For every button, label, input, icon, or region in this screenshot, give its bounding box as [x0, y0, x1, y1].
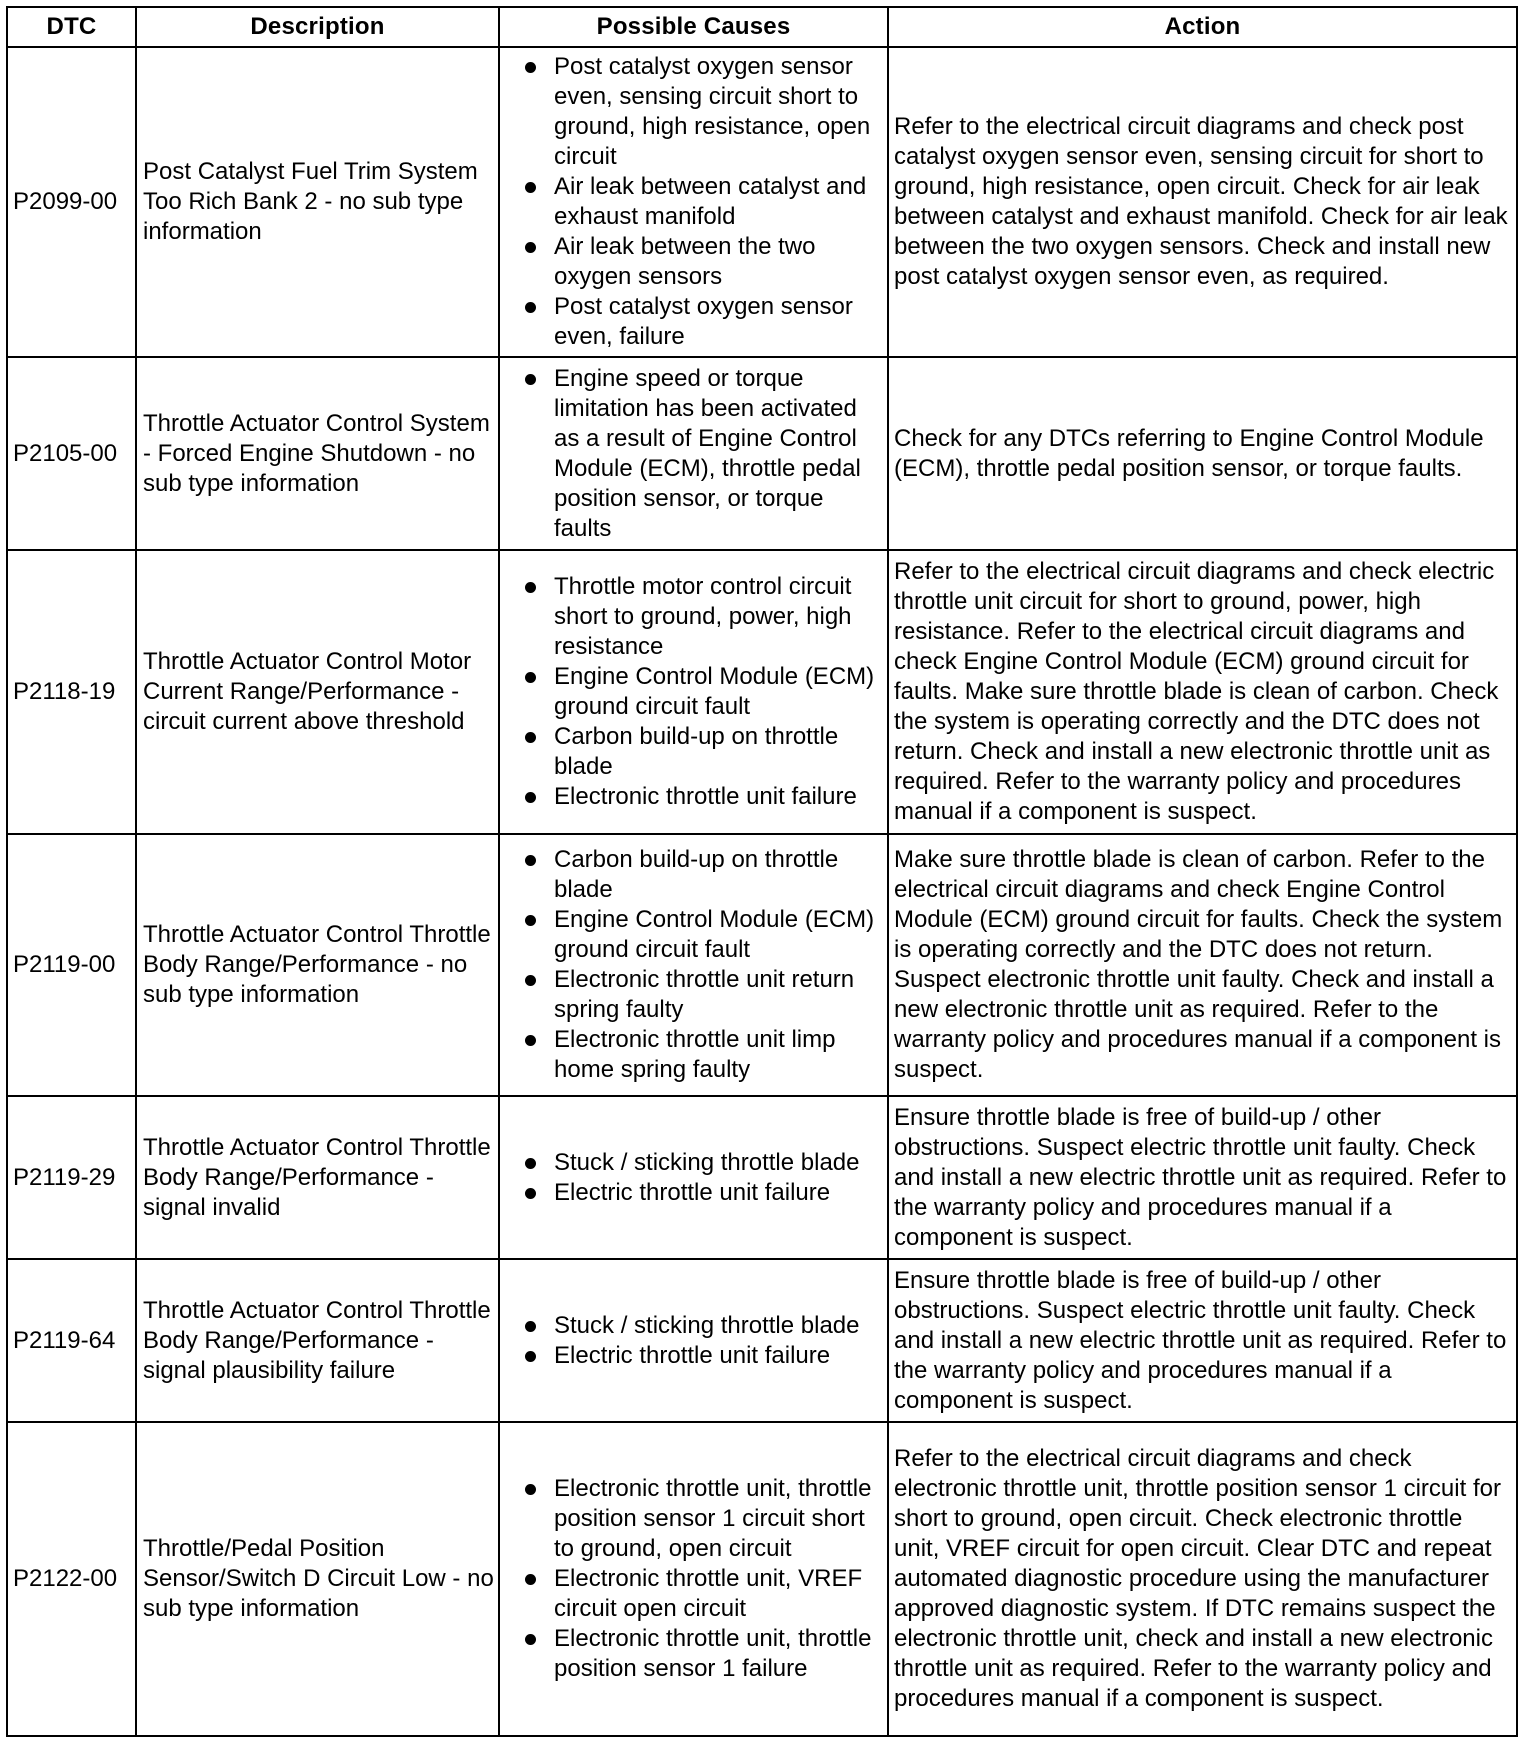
cause-item: Electric throttle unit failure [500, 1341, 883, 1371]
causes-list [500, 1474, 883, 1684]
cause-item: Post catalyst oxygen sensor even, sensing circuit short to ground, high resistance, open circuit [500, 52, 883, 172]
dtc-code: P2122-00 [7, 1422, 136, 1736]
header-action: Action [888, 7, 1517, 47]
cause-item: Post catalyst oxygen sensor even, failure [500, 292, 883, 352]
cause-item: Throttle motor control circuit short to ground, power, high resistance [500, 572, 883, 662]
dtc-action: Refer to the electrical circuit diagrams and check electric throttle unit circuit for short to ground, power, high resistance. Refer to the electrical circuit diagrams and check Engine Control Module (ECM) ground circuit for faults. Make sure throttle blade is clean of carbon. Check the system is operating correctly and the DTC does not return. Check and install a new electronic throttle unit as required. Refer to the warranty policy and procedures manual if a component is suspect. [888, 550, 1517, 834]
causes-list [500, 572, 883, 812]
dtc-code: P2119-00 [7, 834, 136, 1096]
dtc-action: Check for any DTCs referring to Engine Control Module (ECM), throttle pedal position sensor, or torque faults. [888, 357, 1517, 550]
dtc-description: Throttle/Pedal Position Sensor/Switch D Circuit Low - no sub type information [136, 1422, 499, 1736]
causes-list [500, 845, 883, 1085]
dtc-description: Throttle Actuator Control Motor Current Range/Performance - circuit current above threshold [136, 550, 499, 834]
dtc-action: Ensure throttle blade is free of build-up / other obstructions. Suspect electric throttle unit faulty. Check and install a new electric throttle unit as required. Refer to the warranty policy and procedures manual if a component is suspect. [888, 1259, 1517, 1422]
header-description: Description [136, 7, 499, 47]
dtc-description: Post Catalyst Fuel Trim System Too Rich Bank 2 - no sub type information [136, 47, 499, 357]
table-row [7, 834, 1517, 1096]
header-row [7, 7, 1517, 47]
cause-item: Electronic throttle unit return spring faulty [500, 965, 883, 1025]
possible-causes [499, 1422, 888, 1736]
causes-list [500, 364, 883, 544]
dtc-table-container [6, 6, 1516, 1737]
cause-item: Electric throttle unit failure [500, 1178, 883, 1208]
cause-item: Electronic throttle unit failure [500, 782, 883, 812]
dtc-table [6, 6, 1518, 1737]
dtc-description: Throttle Actuator Control Throttle Body Range/Performance - signal invalid [136, 1096, 499, 1259]
cause-item: Stuck / sticking throttle blade [500, 1311, 883, 1341]
header-dtc: DTC [7, 7, 136, 47]
possible-causes [499, 1259, 888, 1422]
table-row [7, 1422, 1517, 1736]
cause-item: Engine Control Module (ECM) ground circuit fault [500, 905, 883, 965]
table-body [7, 47, 1517, 1736]
possible-causes [499, 47, 888, 357]
cause-item: Air leak between the two oxygen sensors [500, 232, 883, 292]
table-row [7, 1259, 1517, 1422]
table-row [7, 1096, 1517, 1259]
cause-item: Air leak between catalyst and exhaust manifold [500, 172, 883, 232]
cause-item: Carbon build-up on throttle blade [500, 845, 883, 905]
possible-causes [499, 1096, 888, 1259]
causes-list [500, 52, 883, 352]
table-row [7, 357, 1517, 550]
cause-item: Carbon build-up on throttle blade [500, 722, 883, 782]
causes-list [500, 1148, 883, 1208]
dtc-action: Refer to the electrical circuit diagrams and check post catalyst oxygen sensor even, sensing circuit for short to ground, high resistance, open circuit. Check for air leak between catalyst and exhaust manifold. Check for air leak between the two oxygen sensors. Check and install new post catalyst oxygen sensor even, as required. [888, 47, 1517, 357]
cause-item: Engine speed or torque limitation has been activated as a result of Engine Control Module (ECM), throttle pedal position sensor, or torque faults [500, 364, 883, 544]
cause-item: Electronic throttle unit, throttle position sensor 1 circuit short to ground, open circuit [500, 1474, 883, 1564]
header-possible-causes: Possible Causes [499, 7, 888, 47]
dtc-code: P2119-29 [7, 1096, 136, 1259]
dtc-description: Throttle Actuator Control Throttle Body Range/Performance - signal plausibility failure [136, 1259, 499, 1422]
cause-item: Engine Control Module (ECM) ground circuit fault [500, 662, 883, 722]
causes-list [500, 1311, 883, 1371]
table-row [7, 47, 1517, 357]
possible-causes [499, 550, 888, 834]
dtc-code: P2105-00 [7, 357, 136, 550]
cause-item: Electronic throttle unit limp home spring faulty [500, 1025, 883, 1085]
cause-item: Electronic throttle unit, throttle position sensor 1 failure [500, 1624, 883, 1684]
dtc-code: P2119-64 [7, 1259, 136, 1422]
dtc-code: P2099-00 [7, 47, 136, 357]
possible-causes [499, 834, 888, 1096]
possible-causes [499, 357, 888, 550]
dtc-description: Throttle Actuator Control Throttle Body Range/Performance - no sub type information [136, 834, 499, 1096]
dtc-code: P2118-19 [7, 550, 136, 834]
dtc-action: Ensure throttle blade is free of build-up / other obstructions. Suspect electric throttle unit faulty. Check and install a new electric throttle unit as required. Refer to the warranty policy and procedures manual if a component is suspect. [888, 1096, 1517, 1259]
table-row [7, 550, 1517, 834]
cause-item: Electronic throttle unit, VREF circuit open circuit [500, 1564, 883, 1624]
dtc-action: Make sure throttle blade is clean of carbon. Refer to the electrical circuit diagrams and check Engine Control Module (ECM) ground circuit for faults. Check the system is operating correctly and the DTC does not return. Suspect electronic throttle unit faulty. Check and install a new electronic throttle unit as required. Refer to the warranty policy and procedures manual if a component is suspect. [888, 834, 1517, 1096]
cause-item: Stuck / sticking throttle blade [500, 1148, 883, 1178]
dtc-action: Refer to the electrical circuit diagrams and check electronic throttle unit, throttle position sensor 1 circuit for short to ground, open circuit. Check electronic throttle unit, VREF circuit for open circuit. Clear DTC and repeat automated diagnostic procedure using the manufacturer approved diagnostic system. If DTC remains suspect the electronic throttle unit, check and install a new electronic throttle unit as required. Refer to the warranty policy and procedures manual if a component is suspect. [888, 1422, 1517, 1736]
dtc-description: Throttle Actuator Control System - Forced Engine Shutdown - no sub type information [136, 357, 499, 550]
table-header [7, 7, 1517, 47]
